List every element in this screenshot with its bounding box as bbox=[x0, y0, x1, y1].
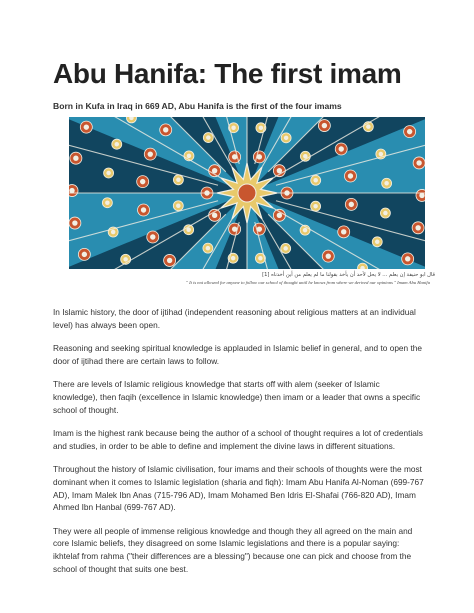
paragraph-reasoning: Reasoning and seeking spiritual knowledge is applauded in Islamic belief in general, and to open the door of ijtihad there are certain laws to follow. bbox=[53, 343, 422, 366]
figure-caption-english: " It is not allowed for anyone to follow our school of thought until he knows from where we derived our opinions " Imam Abu Hanifa bbox=[186, 280, 430, 285]
paragraph-four-imams: Throughout the history of Islamic civilisation, four imams and their schools of thoughts were the most dominant when it comes to Islamic legislation (sharia and fiqh): Imam Abu Hanifa Al-Noman (699-767 AD), Imam Malek Ibn Anas (715-796 AD), Imam Mohamed Ben Idris El-Shafai (766-820 AD), Imam Ahmed Ibn Hanbal (699-767 AD). bbox=[53, 464, 424, 513]
figure-caption-arabic: قال ابو حنيفة إن يعلم ... لا يحل لأحد أن يأخذ بقولنا ما لم يعلم من أين أخذناه [1] bbox=[262, 272, 435, 278]
page-title: Abu Hanifa: The first imam bbox=[53, 58, 402, 89]
paragraph-levels: There are levels of Islamic religious knowledge that starts off with alem (seeker of Islamic knowledge), then faqih (excellence in Islamic knowledge) then imam or a leader that owns a specific school of thought. bbox=[53, 379, 421, 415]
article-body bbox=[53, 306, 425, 586]
paragraph-imam-rank: Imam is the highest rank because being the author of a school of thought requires a lot of credentials and studies, in order to be able to define and implement the divine laws in different situations. bbox=[53, 428, 423, 451]
paragraph-differences: They were all people of immense religious knowledge and though they all agreed on the main and core Islamic beliefs, they disagreed on some Islamic legislations and there is a popular saying: ikhtelaf from rahma ("their differences are a blessing") because one can pick and choose from the school of thought that suits one best. bbox=[53, 525, 413, 574]
mosaic-pattern bbox=[69, 117, 425, 269]
page-subtitle: Born in Kufa in Iraq in 669 AD, Abu Hanifa is the first of the four imams bbox=[53, 101, 342, 111]
paragraph-ijtihad: In Islamic history, the door of ijtihad (independent reasoning about religious matters at an individual level) has always been open. bbox=[53, 307, 416, 330]
mosaic-ceiling-image bbox=[69, 117, 425, 269]
